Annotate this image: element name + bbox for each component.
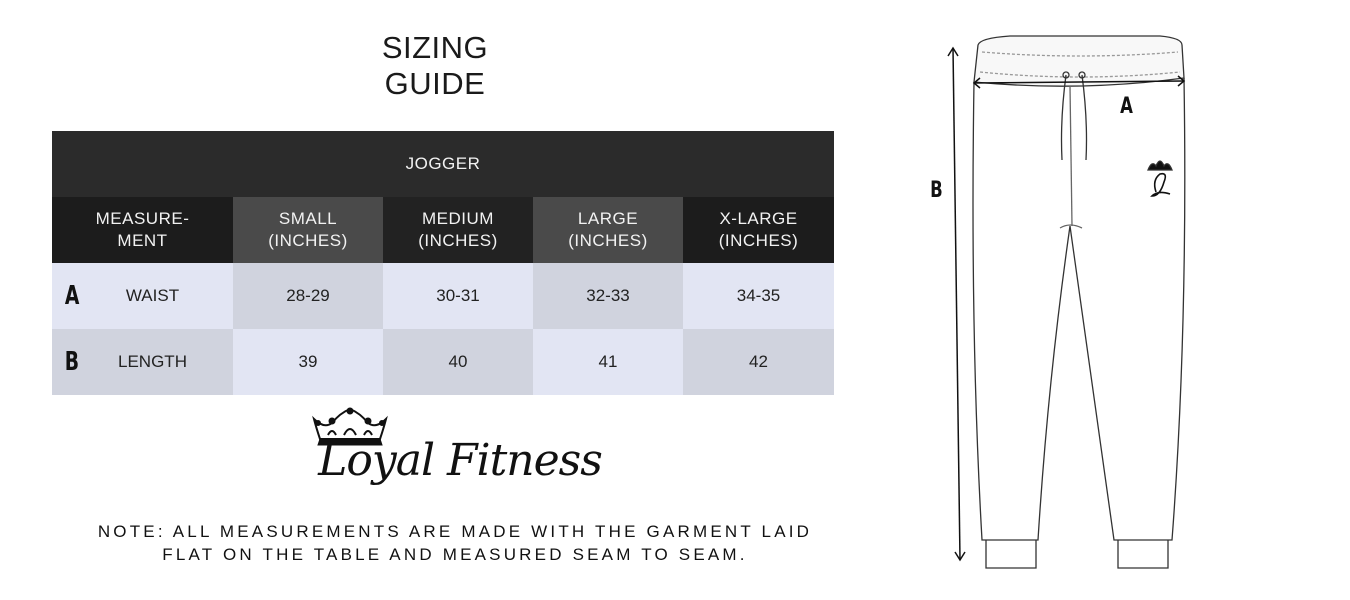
table-cell: 30-31 (383, 263, 533, 329)
table-cell: 34-35 (683, 263, 834, 329)
brand-name: Loyal Fitness (318, 435, 602, 486)
column-header-measurement: MEASURE- MENT (52, 197, 233, 263)
table-row (52, 329, 834, 395)
measurement-label: WAIST (125, 286, 180, 305)
table-cell: 41 (533, 329, 683, 395)
column-header-x-large: X-LARGE (INCHES) (683, 197, 834, 263)
brand-logo (300, 405, 620, 505)
table-cell: 39 (233, 329, 383, 395)
jogger-pants-icon (920, 30, 1220, 580)
measurement-label: LENGTH (118, 352, 187, 371)
measurement-cell (52, 329, 233, 395)
measurement-letter: B (64, 347, 80, 377)
table-product-header-row (52, 131, 834, 197)
diagram-label-a: A (1120, 94, 1133, 119)
table-cell: 40 (383, 329, 533, 395)
jogger-diagram (920, 30, 1220, 580)
table-cell: 42 (683, 329, 834, 395)
note-line-1: NOTE: ALL MEASUREMENTS ARE MADE WITH THE GARMENT LAID (97, 522, 813, 541)
column-header-large: LARGE (INCHES) (533, 197, 683, 263)
diagram-label-b: B (930, 178, 943, 203)
column-header-medium: MEDIUM (INCHES) (383, 197, 533, 263)
title-line-1: SIZING (381, 30, 489, 65)
measurement-cell (52, 263, 233, 329)
column-header-small: SMALL (INCHES) (233, 197, 383, 263)
note-line-2: FLAT ON THE TABLE AND MEASURED SEAM TO SEAM. (162, 545, 748, 564)
table-cell: 28-29 (233, 263, 383, 329)
measurement-note (50, 520, 860, 566)
measurement-letter: A (64, 281, 80, 311)
sizing-guide-title (330, 30, 540, 102)
table-cell: 32-33 (533, 263, 683, 329)
sizing-table (52, 131, 834, 395)
table-row (52, 263, 834, 329)
title-line-2: GUIDE (384, 66, 486, 101)
table-column-header-row (52, 197, 834, 263)
product-name: JOGGER (52, 131, 834, 197)
